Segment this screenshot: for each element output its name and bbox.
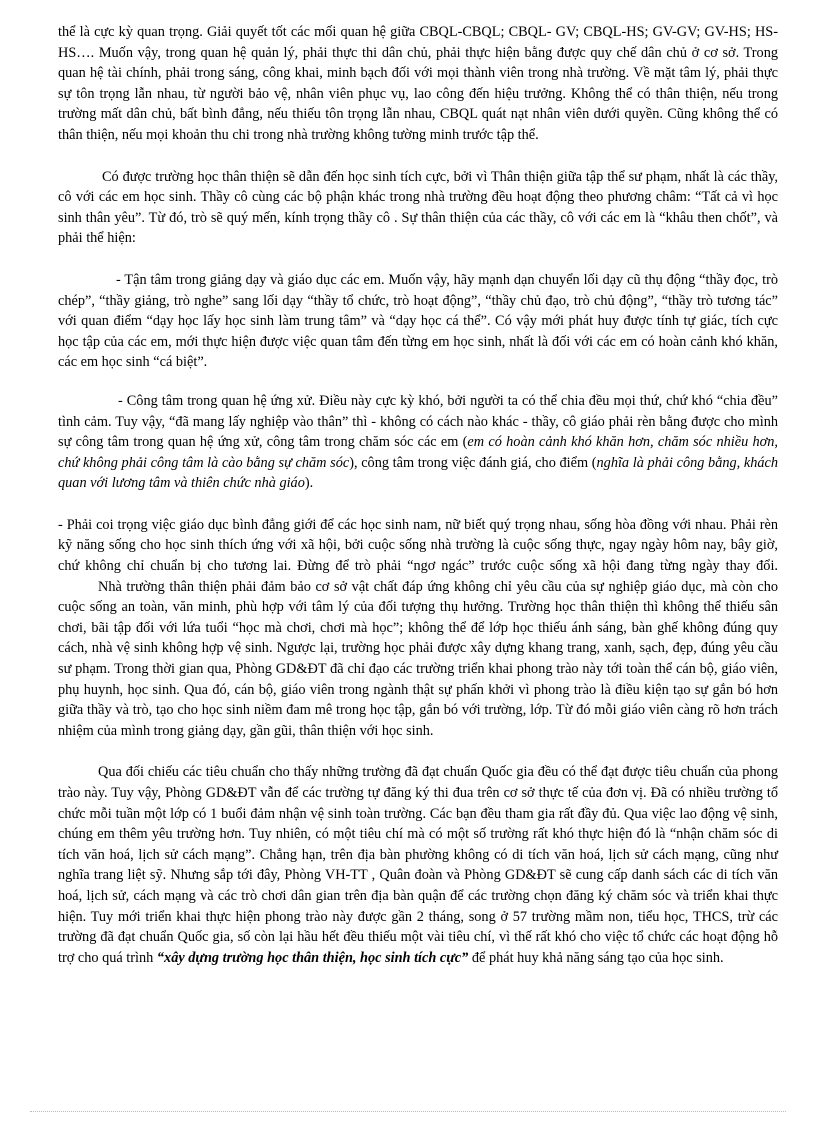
italic-run: nghĩa là phải công bằng, khách quan với lương tâm và thiên chức nhà giáo [58, 454, 779, 492]
paragraph-dedicated-teaching: - Tận tâm trong giảng dạy và giáo dục các em. Muốn vậy, hãy mạnh dạn chuyển lối dạy cũ thụ động “thầy đọc, trò chép”, “thầy giảng, trò nghe” sang lối dạy “thầy tổ chức, trò hoạt động”, “thầy chủ đạo, trò chủ động”, “thầy trò tương tác” với quan điểm “dạy học lấy học sinh làm trung tâm” và “dạy học cá thể”. Có vậy mới phát huy được tính tự giác, tích cực học tập của các em, mới thực hiện được việc quan tâm đến từng em học sinh, nhất là đối với các em có hoàn cảnh khó khăn, các em học sinh “cá biệt”. [58, 271, 778, 371]
paragraph-fair-behavior [58, 391, 778, 494]
page-bottom-divider [30, 1111, 786, 1112]
italic-run: em có hoàn cảnh khó khăn hơn, chăm sóc nhiều hơn, chứ không phải công tâm là cào bằng sự chăm sóc [58, 434, 779, 471]
text-run: để phát huy khả năng sáng tạo của học sinh. [468, 949, 724, 966]
bold-italic-run: “xây dựng trường học thân thiện, học sinh tích cực” [156, 949, 469, 966]
text-run: ), công tâm trong việc đánh giá, cho điểm ( [349, 454, 597, 471]
paragraph-facilities: Nhà trường thân thiện phải đảm bảo cơ sở vật chất đáp ứng không chỉ yêu cầu của sự nghiệp giáo dục, mà còn cho cuộc sống an toàn, văn minh, phù hợp với tâm lý của đối tượng thụ hưởng. Trường học thân thiện thì không thể thiếu sân chơi, bãi tập đối với lứa tuổi “học mà chơi, chơi mà học”; không thể để lớp học thiếu ánh sáng, bàn ghế không đúng quy cách, nhà vệ sinh không hợp vệ sinh. Ngược lại, trường học phải được xây dựng khang trang, xanh, sạch, đẹp, đúng yêu cầu sư phạm. Trong thời gian qua, Phòng GD&ĐT đã chỉ đạo các trường triển khai phong trào này tới toàn thể cán bộ, giáo viên, phụ huynh, học sinh. Qua đó, cán bộ, giáo viên trong ngành thật sự phấn khởi vì phong trào là điều kiện tạo sự gắn bó hơn giữa thầy và trò, tạo cho học sinh niềm đam mê trong học tập, gắn bó với trường, lớp. Từ đó mỗi giáo viên càng rõ hơn trách nhiệm của mình trong giảng dạy, gần gũi, thân thiện với học sinh. [58, 578, 778, 739]
text-run: - Công tâm trong quan hệ ứng xử. Điều này cực kỳ khó, bởi người ta có thể chia đều mọi thứ, chứ khó “chia đều” tình cảm. Tuy vậy, “đã mang lấy nghiệp vào thân” thì - không có cách nào khác - thầy, cô giáo phải rèn bằng được cho mình sự công tâm trong quan hệ ứng xử, công tâm trong chăm sóc các em ( [58, 392, 778, 451]
text-run: ). [304, 475, 314, 492]
paragraph-national-standard [58, 762, 778, 968]
text-run: Qua đối chiếu các tiêu chuẩn cho thấy những trường đã đạt chuẩn Quốc gia đều có thể đạt được tiêu chuẩn của phong trào này. Tuy vậy, Phòng GD&ĐT vẫn để các trường tự đăng ký thi đua trên cơ sở thực tế của đơn vị. Đã có nhiều trường tổ chức mỗi tuần một lớp có 1 buổi đảm nhận vệ sinh toàn trường. Các bạn đều tham gia rất đầy đủ. Qua việc lao động vệ sinh, chúng em thêm yêu trường hơn. Tuy nhiên, có một tiêu chí mà có một số trường rất khó thực hiện đó là “nhận chăm sóc di tích văn hoá, lịch sử cách mạng”. Chẳng hạn, trên địa bàn phường không có di tích văn hoá, lịch sử cách mạng, cũng như nghĩa trang liệt sỹ. Nhưng sắp tới đây, Phòng VH-TT , Quân đoàn và Phòng GD&ĐT sẽ cung cấp danh sách các di tích văn hoá, lịch sử, cách mạng và các trò chơi dân gian trên địa bàn quận để các trường chọn đăng ký chăm sóc và triển khai thực hiện. Tuy mới triển khai thực hiện phong trào này được gần 2 tháng, song ở 57 trường mầm non, tiểu học, THCS, trừ các trường đã đạt chuẩn Quốc gia, số còn lại hầu hết đều thiếu một vài tiêu chí, vì thế rất khó cho việc tổ chức các hoạt động hỗ trợ cho quá trình [58, 764, 778, 966]
paragraph-gender-equality: - Phải coi trọng việc giáo dục bình đẳng giới để các học sinh nam, nữ biết quý trọng nhau, sống hòa đồng với nhau. Phải rèn kỹ năng sống cho học sinh thích ứng với xã hội, bởi cuộc sống nhà trường là cuộc sống thực, ngay ngày hôm nay, bây giờ, chứ không chỉ chuẩn bị cho tương lai. Đừng để trò phải “ngơ ngác” trước cuộc sống xã hội đang từng ngày thay đổi. [58, 516, 778, 575]
paragraph-friendly-school: Có được trường học thân thiện sẽ dẫn đến học sinh tích cực, bởi vì Thân thiện giữa tập thể sư phạm, nhất là các thầy, cô với các em học sinh. Thầy cô cùng các bộ phận khác trong nhà trường đều hoạt động theo phương châm: “Tất cả vì học sinh thân yêu”. Từ đó, trò sẽ quý mến, kính trọng thầy cô . Sự thân thiện của các thầy, cô với các em là “khâu then chốt”, và phải thể hiện: [58, 168, 778, 247]
paragraph-relationships: thể là cực kỳ quan trọng. Giải quyết tốt các mối quan hệ giữa CBQL-CBQL; CBQL- GV; CBQL-HS; GV-GV; GV-HS; HS-HS…. Muốn vậy, trong quan hệ quản lý, phải thực thi dân chủ, phải thực hiện bằng được quy chế dân chủ ở cơ sở. Trong quan hệ tài chính, phải trong sáng, công khai, minh bạch đối với mọi thành viên trong nhà trường. Về mặt tâm lý, phải thực sự tôn trọng lẫn nhau, từ người bảo vệ, nhân viên phục vụ, lao công đến hiệu trưởng. Không thể có thân thiện, nếu trong trường mất dân chủ, bất bình đẳng, nếu thiếu tôn trọng lẫn nhau, CBQL quát nạt nhân viên dưới quyền. Cũng không thể có thân thiện, nếu mọi khoản thu chi trong nhà trường không tường minh trước tập thể. [58, 24, 778, 143]
